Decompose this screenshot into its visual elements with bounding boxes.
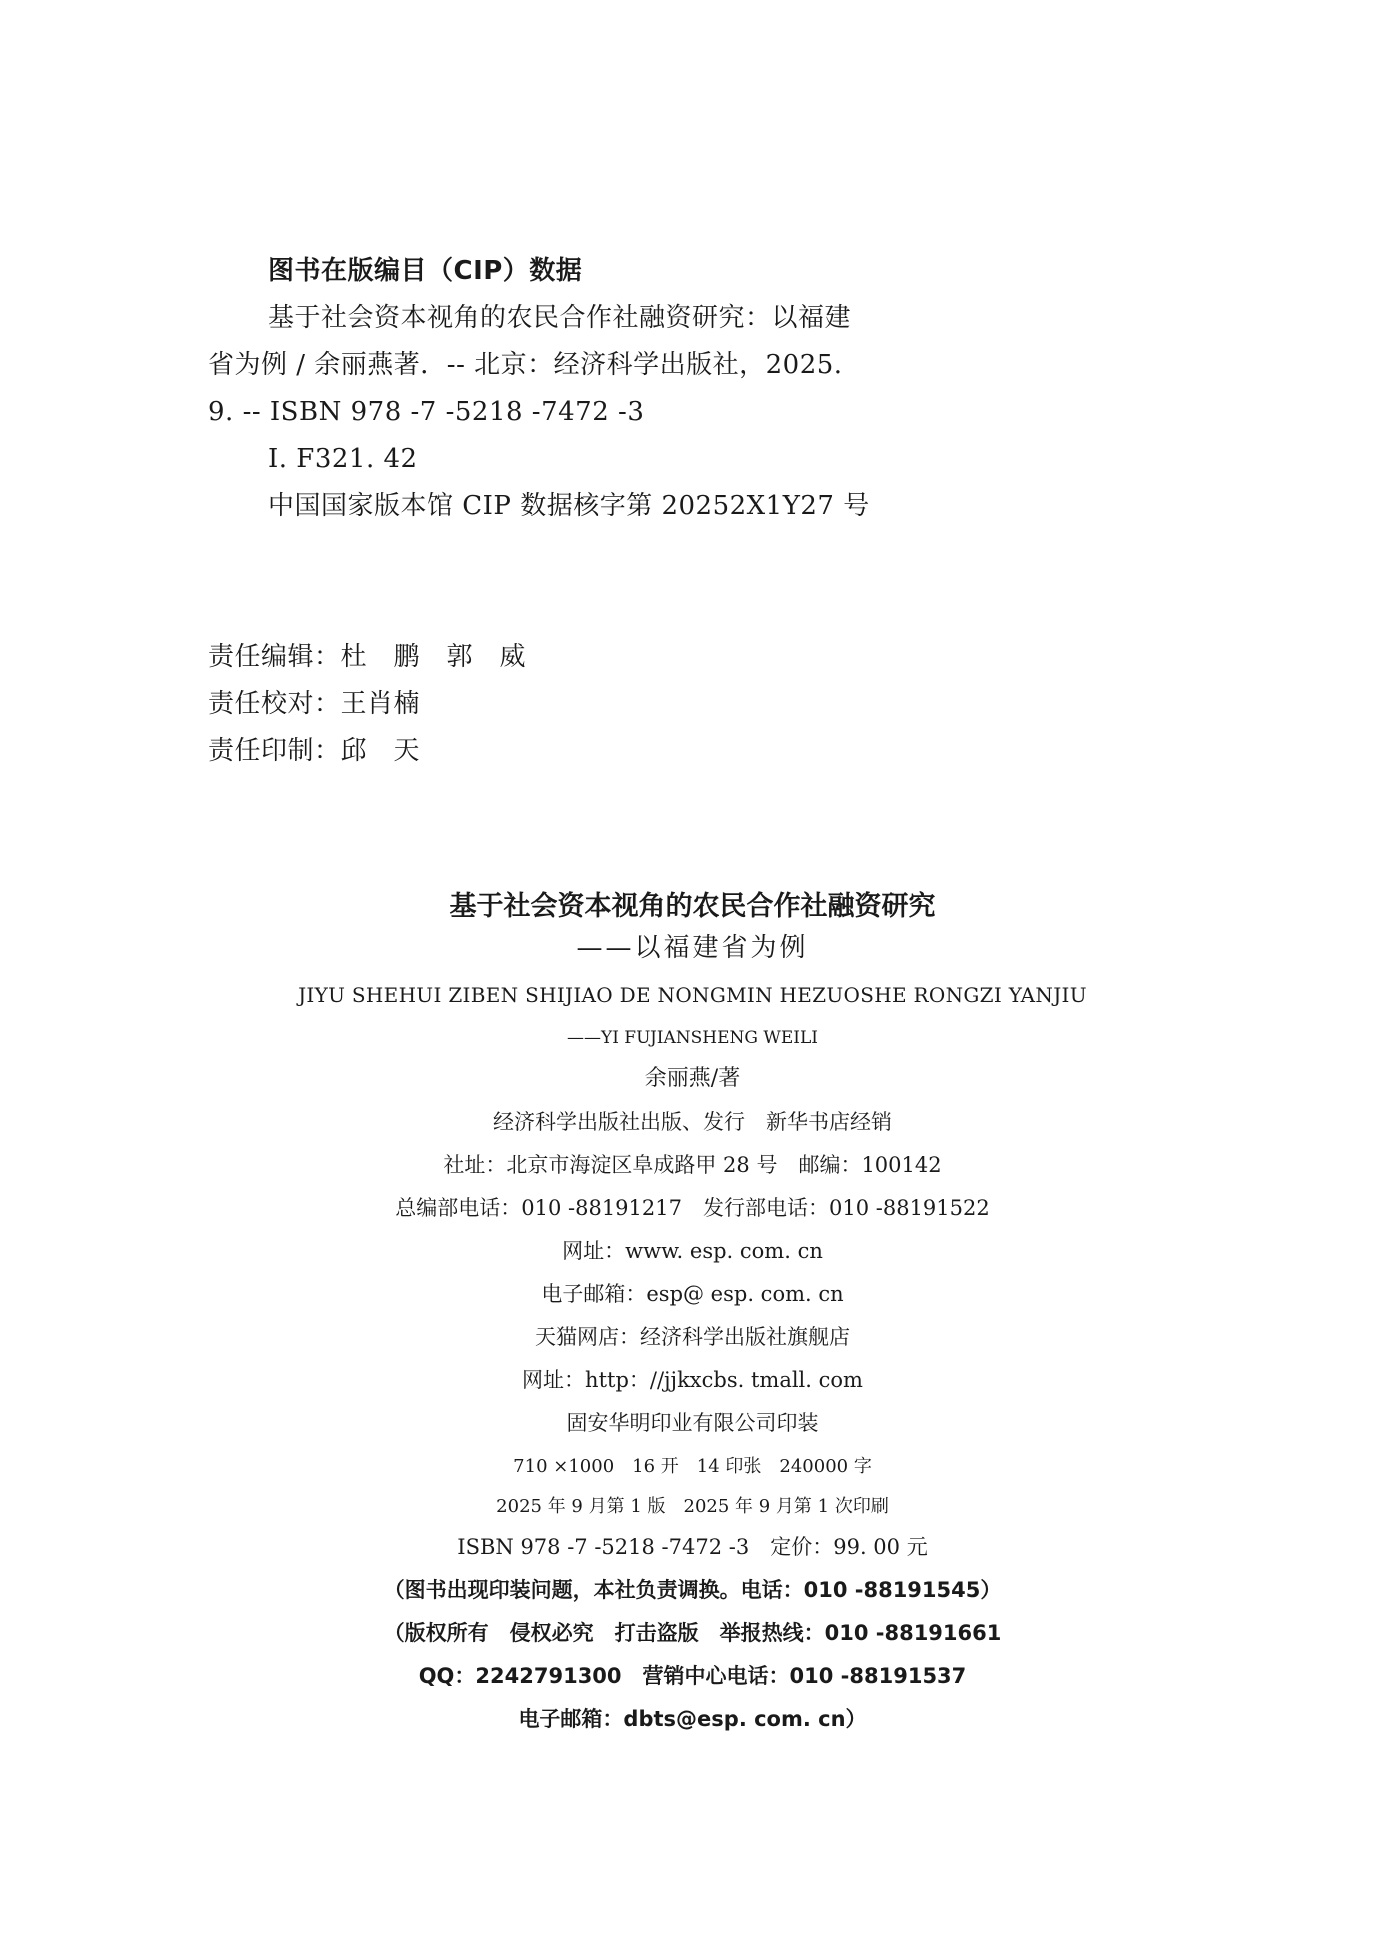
author-credit: 余丽燕/著 [644, 1066, 741, 1091]
book-subtitle: ——以福建省为例 [576, 933, 809, 963]
publisher-phones: 总编部电话：010 -88191217 发行部电话：010 -88191522 [395, 1196, 990, 1220]
book-title-pinyin: JIYU SHEHUI ZIBEN SHIJIAO DE NONGMIN HEZUOSHE RONGZI YANJIU [298, 983, 1087, 1007]
cip-author-line: 省为例 / 余丽燕著．-- 北京：经济科学出版社，2025. [208, 350, 843, 380]
tmall-store: 天猫网店：经济科学出版社旗舰店 [535, 1325, 850, 1349]
responsible-printing: 责任印制：邱 天 [208, 736, 421, 766]
book-title: 基于社会资本视角的农民合作社融资研究 [449, 891, 936, 922]
edition-info: 2025 年 9 月第 1 版 2025 年 9 月第 1 次印刷 [496, 1496, 889, 1517]
cip-title-line: 基于社会资本视角的农民合作社融资研究：以福建 [268, 303, 852, 333]
printer-line: 固安华明印业有限公司印装 [566, 1411, 819, 1435]
publisher-email: 电子邮箱：esp@ esp. com. cn [541, 1282, 844, 1306]
publisher-address: 社址：北京市海淀区阜成路甲 28 号 邮编：100142 [443, 1153, 942, 1177]
isbn-price: ISBN 978 -7 -5218 -7472 -3 定价：99. 00 元 [457, 1535, 928, 1559]
notice-email: 电子邮箱：dbts@esp. com. cn） [518, 1707, 867, 1731]
book-subtitle-pinyin: ——YI FUJIANSHENG WEILI [566, 1028, 819, 1048]
publisher-website: 网址：www. esp. com. cn [562, 1239, 823, 1263]
cip-heading: 图书在版编目（CIP）数据 [268, 256, 583, 286]
tmall-url: 网址：http：//jjkxcbs. tmall. com [522, 1368, 863, 1392]
cip-record-number: 中国国家版本馆 CIP 数据核字第 20252X1Y27 号 [268, 491, 870, 521]
cip-isbn-line: 9. -- ISBN 978 -7 -5218 -7472 -3 [208, 397, 645, 427]
notice-copyright: （版权所有 侵权必究 打击盗版 举报热线：010 -88191661 [383, 1621, 1002, 1645]
responsible-proofreader: 责任校对：王肖楠 [208, 689, 421, 719]
notice-contact: QQ：2242791300 营销中心电话：010 -88191537 [418, 1664, 967, 1688]
notice-printing-issues: （图书出现印装问题，本社负责调换。电话：010 -88191545） [383, 1578, 1002, 1602]
cip-classification-line: Ⅰ. F321. 42 [268, 444, 418, 474]
publisher-line: 经济科学出版社出版、发行 新华书店经销 [493, 1110, 892, 1134]
book-specs: 710 ×1000 16 开 14 印张 240000 字 [513, 1456, 872, 1477]
responsible-editor: 责任编辑：杜 鹏 郭 威 [208, 642, 527, 672]
